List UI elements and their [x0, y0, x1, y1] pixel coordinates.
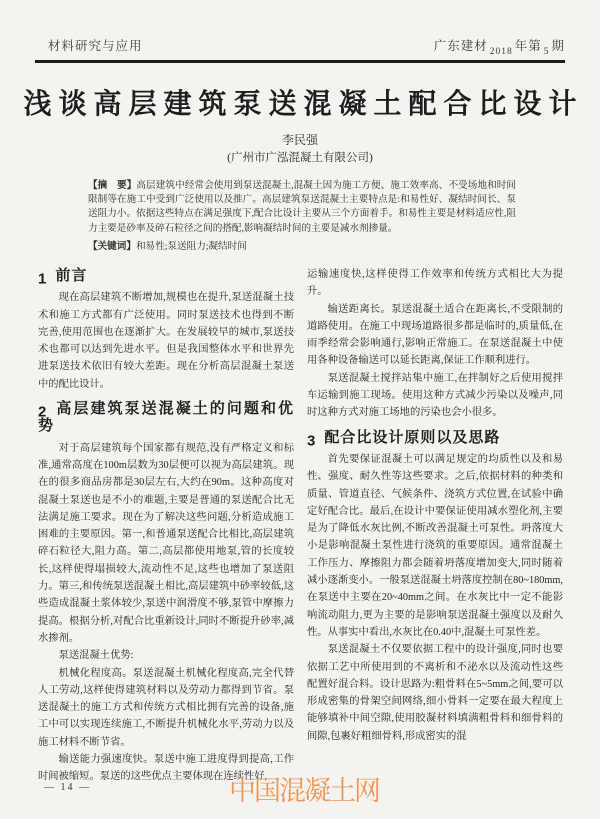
author-name: 李民强	[281, 133, 318, 147]
journal-year: 2018	[489, 46, 513, 57]
section-3-number: 3	[307, 432, 317, 450]
author-affiliation: (广州市广泓混凝土有限公司)	[227, 152, 373, 164]
page-number: — 14 —	[44, 782, 91, 793]
keywords-label: 【关键词】	[88, 241, 136, 252]
paragraph: 现在高层建筑不断增加,规模也在提升,泵送混凝土技术和施工方式都有广泛使用。同时泵送技术也得到不断完善,使用范围也在逐渐扩大。在发展较早的城市,泵送技术也都可以达到先进水平。但是我国整体水平和世界先进泵送技术依旧有较大差距。现在分析高层混凝土泵送中的配比设计。	[38, 292, 294, 390]
running-head-left: 材料研究与应用	[48, 39, 143, 53]
section-2-heading	[38, 400, 294, 435]
section-2-title: 高层建筑泵送混凝土的问题和优势	[38, 400, 294, 435]
section-1-heading	[38, 267, 294, 288]
header-rule	[35, 60, 565, 63]
section-2-number: 2	[38, 403, 48, 421]
keywords	[88, 238, 516, 252]
section-1-title: 前言	[55, 267, 88, 284]
running-head	[48, 36, 565, 57]
article-title: 浅谈高层建筑泵送混凝土配合比设计	[23, 88, 584, 119]
abstract-label: 【摘 要】	[88, 180, 137, 191]
paragraph: 泵送混凝土搅拌站集中施工,在拌制好之后使用搅拌车运输到施工现场。使用这种方式减少污染以及噪声,同时这种方式对施工场地的污染也会小很多。	[307, 372, 563, 419]
paragraph: 首先要保证混凝土可以满足规定的均质性以及和易性、强度、耐久性等这些要求。之后,依据材料的种类和质量、管道直径、气候条件、浇筑方式位置,在试验中确定好配合比。最后,在设计中要保证使用减水塑化剂,主要是为了降低水灰比例,不断改善混凝土可泵性。坍落度大小是影响混凝土泵性进行浇筑的重要原因。通常混凝土工作压力、摩擦阻力都会随着坍落度增加变大,同时随着减小逐渐变小。一般泵送混凝土坍落度控制在80~180mm,在泵送中主要在20~40mm之间。在水灰比中一定不能影响流动阻力,更为主要的是影响泵送混凝土强度以及耐久性。从事实中看出,水灰比在0.40中,混凝土可泵性差。	[307, 453, 563, 638]
paragraph: 泵送混凝土不仅要依据工程中的设计强度,同时也要依据工艺中所使用到的不离析和不泌水以及流动性这些配置好混合料。设计思路为:粗骨料在5~5mm之间,要可以形成密集的骨架空间网络,细小骨料一定要在最大程度上能够填补中间空隙,使用胶凝材料填满粗骨料和细骨料的间隙,包裹好粗细骨料,形成密实的混	[307, 644, 563, 742]
watermark: 中国混凝土网	[229, 776, 379, 806]
abstract-text: 高层建筑中经常会使用到泵送混凝土,混凝土因为施工方便、施工效率高、不受场地和时间限制等在施工中受到广泛使用以及推广。高层建筑泵送混凝土主要特点是:和易性好、凝结时间长、泵送阻力小。依据这些特点在满足强度下,配合比设计主要从三个方面着手。和易性主要是材料适应性,阻力主要是砂率及碎石粒径之间的搭配,影响凝结时间的主要是减水剂掺量。	[88, 180, 517, 234]
section-3-heading	[307, 428, 563, 450]
section-3-title: 配合比设计原则以及思路	[324, 428, 501, 446]
paragraph: 机械化程度高。泵送混凝土机械化程度高,完全代替人工劳动,这样使得建筑材料以及劳动力都得到节省。泵送混凝土的施工方式和传统方式相比拥有完善的设备,施工中可以实现连续施工,不断提升机械化水平,劳动力以及施工材料不断节省。	[38, 667, 294, 748]
left-column	[38, 266, 294, 786]
running-head-right	[433, 36, 565, 57]
paragraph-continuation: 运输速度快,这样使得工作效率和传统方式相比大为提升。	[307, 269, 563, 298]
abstract	[88, 179, 516, 236]
journal-name: 广东建材	[433, 39, 488, 53]
journal-issue-label: 期	[551, 39, 565, 53]
paragraph: 输送距离长。泵送混凝土适合在距离长,不受限制的道路使用。在施工中现场道路很多都是临时的,质量低,在雨季经常会影响通行,影响正常施工。在泵送混凝土中使用各种设备输送可以延长距离,保证工作顺利进行。	[307, 303, 563, 367]
right-column	[307, 266, 563, 786]
paragraph: 输送能力强速度快。泵送中施工进度得到提高,工作时间被缩短。泵送的这些优点主要体现在连续性好,	[38, 754, 294, 783]
two-column-body	[38, 266, 564, 786]
keywords-text: 和易性;泵送阻力;凝结时间	[135, 241, 247, 252]
paragraph: 对于高层建筑每个国家都有规范,没有严格定义和标准,通常高度在100m层数为30层便可以视为高层建筑。现在的很多商品房都是30层左右,大约在90m。这种高度对混凝土泵送也是不小的难题,主要是普通的泵送配合比无法满足施工要求。现在为了解决这些问题,分析造成施工困难的主要原因。第一,和普通泵送配合比相比,高层建筑碎石粒径大,阻力高。第二,高层都使用地泵,管的长度较长,这样使得塌损较大,流动性不足,这些也增加了泵送阻力。第三,和传统泵送混凝土相比,高层建筑中砂率较低,这些造成混凝土浆体较少,泵送中润滑度不够,泵管中摩擦力提高。根据分析,对配合比重新设计,同时不断提升砂率,减水掺剂。	[38, 442, 294, 644]
journal-year-label: 年第	[514, 39, 542, 53]
paragraph: 泵送混凝土优势:	[58, 650, 134, 662]
journal-issue-number: 5	[543, 46, 550, 57]
section-1-number: 1	[38, 270, 48, 288]
